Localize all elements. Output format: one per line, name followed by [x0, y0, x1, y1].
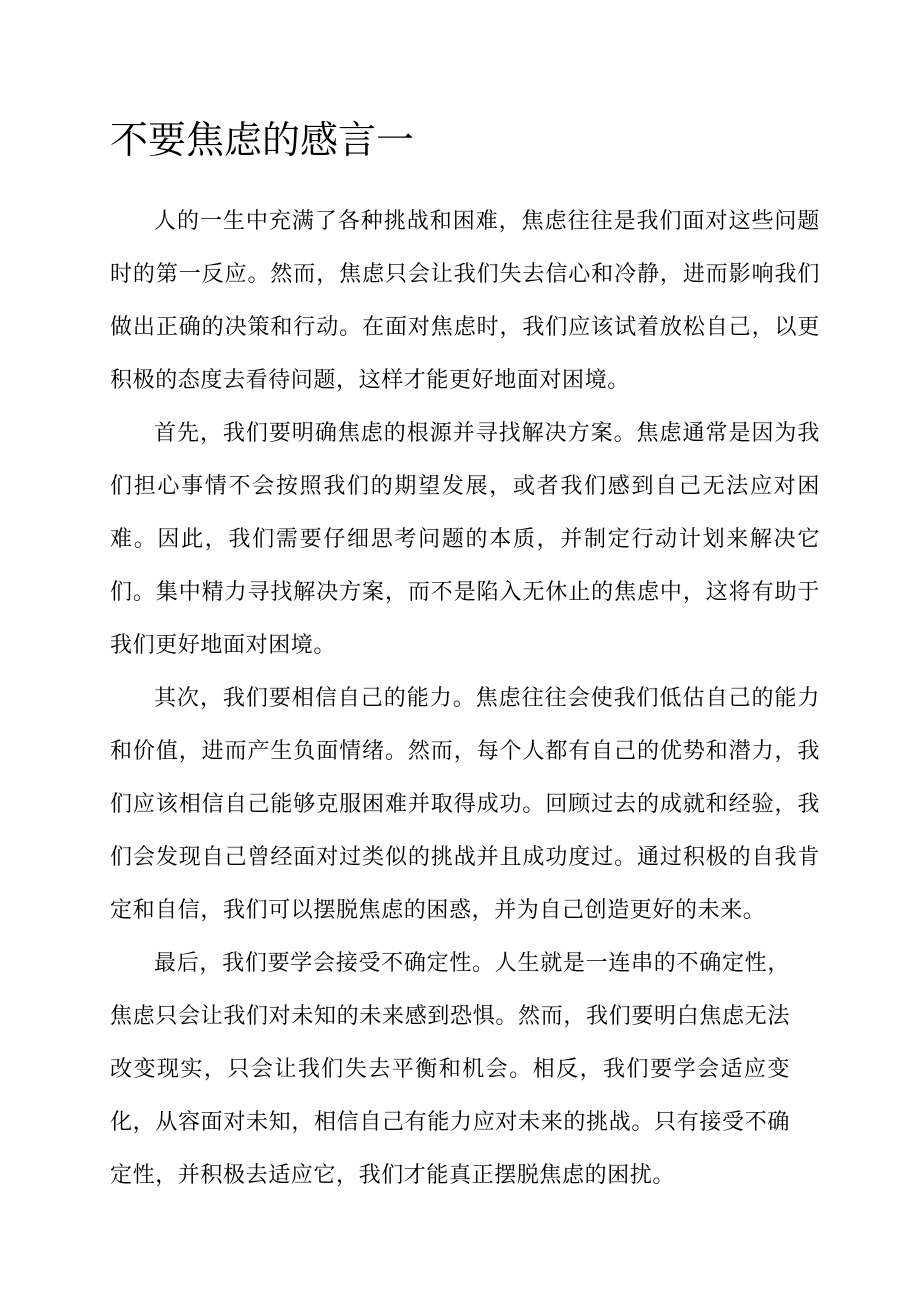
paragraph-second: 其次，我们要相信自己的能力。焦虑往往会使我们低估自己的能力和价值，进而产生负面情绪。然而，每个人都有自己的优势和潜力，我们应该相信自己能够克服困难并取得成功。回顾过去的成就和经验，我们会发现自己曾经面对过类似的挑战并且成功度过。通过积极的自我肯定和自信，我们可以摆脱焦虑的困惑，并为自己创造更好的未来。 [110, 686, 820, 923]
paragraph-last: 最后，我们要学会接受不确定性。人生就是一连串的不确定性，焦虑只会让我们对未知的未来感到恐惧。然而，我们要明白焦虑无法改变现实，只会让我们失去平衡和机会。相反，我们要学会适应变化，从容面对未知，相信自己有能力应对未来的挑战。只有接受不确定性，并积极去适应它，我们才能真正摆脱焦虑的困扰。 [110, 951, 790, 1188]
paragraph-intro: 人的一生中充满了各种挑战和困难，焦虑往往是我们面对这些问题时的第一反应。然而，焦虑只会让我们失去信心和冷静，进而影响我们做出正确的决策和行动。在面对焦虑时，我们应该试着放松自己，以更积极的态度去看待问题，这样才能更好地面对困境。 [110, 209, 820, 393]
document-title: 不要焦虑的感言一 [110, 118, 415, 162]
document-body [110, 195, 820, 1202]
paragraph-first: 首先，我们要明确焦虑的根源并寻找解决方案。焦虑通常是因为我们担心事情不会按照我们的期望发展，或者我们感到自己无法应对困难。因此，我们需要仔细思考问题的本质，并制定行动计划来解决它们。集中精力寻找解决方案，而不是陷入无休止的焦虑中，这将有助于我们更好地面对困境。 [110, 421, 820, 658]
